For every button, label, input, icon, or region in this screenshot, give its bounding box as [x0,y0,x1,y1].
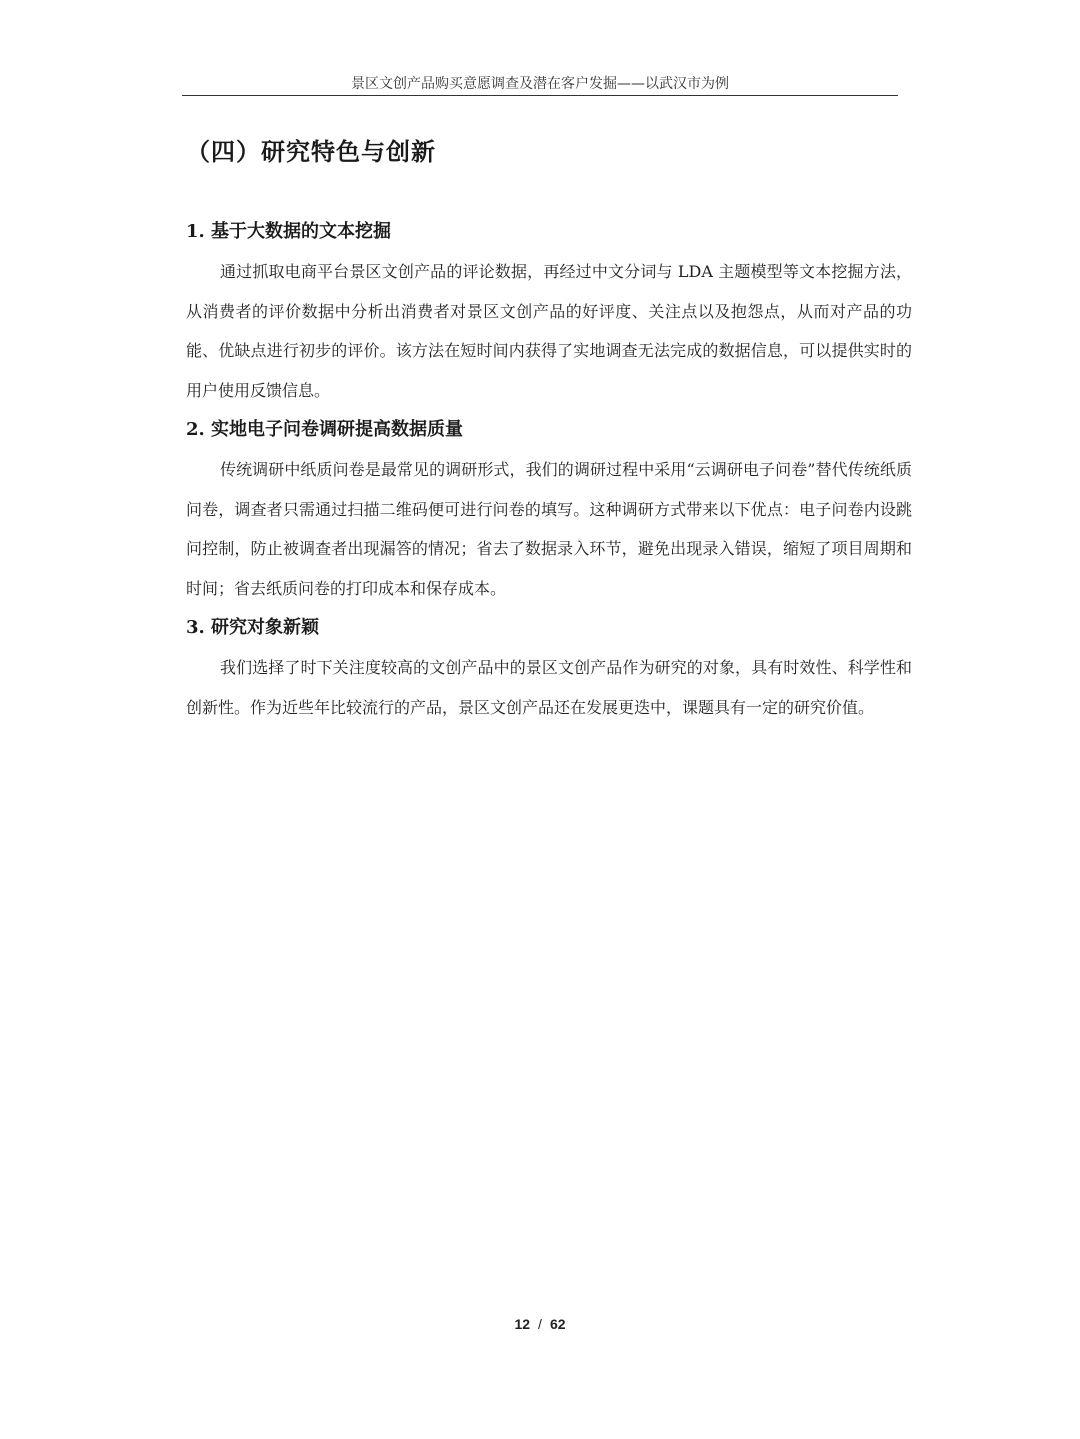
section-item-3 [186,608,912,727]
section-title: （四）研究特色与创新 [186,137,436,166]
subheading-1: 1. 基于大数据的文本挖掘 [186,221,392,242]
page-number [0,1316,1080,1332]
running-header: 景区文创产品购买意愿调查及潜在客户发掘——以武汉市为例 [351,76,729,92]
section-item-1 [186,212,912,410]
paragraph-3: 我们选择了时下关注度较高的文创产品中的景区文创产品作为研究的对象，具有时效性、科学性和创新性。作为近些年比较流行的产品，景区文创产品还在发展更迭中，课题具有一定的研究价值。 [186,658,912,717]
section-item-2 [186,410,912,608]
subheading-2: 2. 实地电子问卷调研提高数据质量 [186,419,464,440]
paragraph-2: 传统调研中纸质问卷是最常见的调研形式，我们的调研过程中采用“云调研电子问卷”替代传统纸质问卷，调查者只需通过扫描二维码便可进行问卷的填写。这种调研方式带来以下优点：电子问卷内设跳问控制，防止被调查者出现漏答的情况；省去了数据录入环节，避免出现录入错误，缩短了项目周期和时间；省去纸质问卷的打印成本和保存成本。 [186,460,912,598]
current-page: 12 [514,1316,531,1332]
page-content [186,128,912,727]
subheading-3: 3. 研究对象新颖 [186,617,320,638]
page-separator: / [538,1316,542,1332]
paragraph-1: 通过抓取电商平台景区文创产品的评论数据，再经过中文分词与 LDA 主题模型等文本挖掘方法，从消费者的评价数据中分析出消费者对景区文创产品的好评度、关注点以及抱怨点，从而对产品的功能、优缺点进行初步的评价。该方法在短时间内获得了实地调查无法完成的数据信息，可以提供实时的用户使用反馈信息。 [186,262,912,400]
total-pages: 62 [549,1316,566,1332]
header-rule [182,95,898,96]
